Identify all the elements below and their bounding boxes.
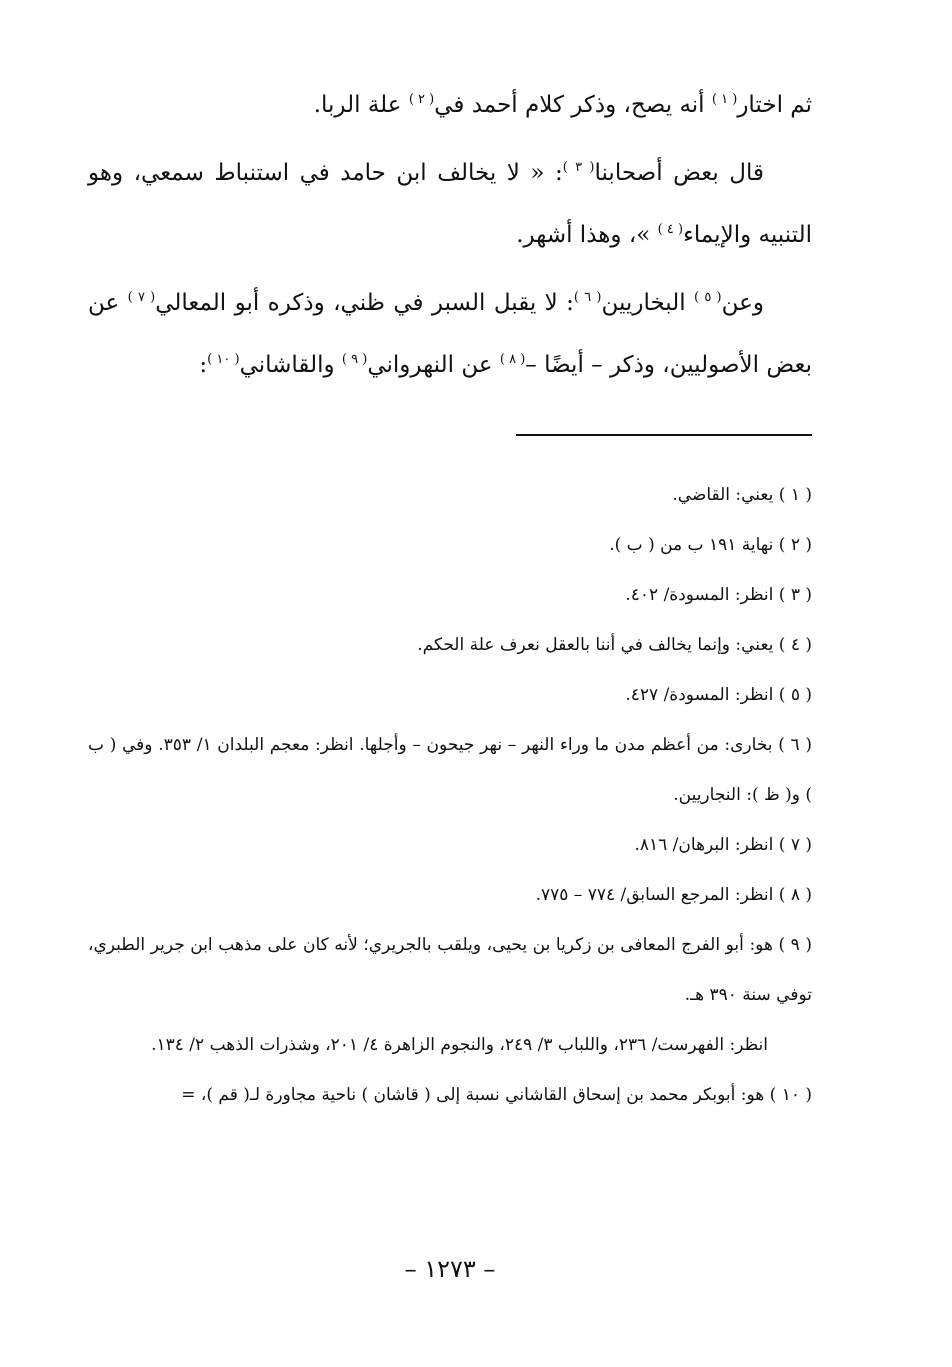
text-run: : « لا يخالف ابن حامد في استنباط سمعي، وهو التنبيه والإيماء — [88, 160, 812, 248]
footnote-10: ( ١٠ ) هو: أبوبكر محمد بن إسحاق القاشاني نسبة إلى ( قاشان ) ناحية مجاورة لـ( قم )، = — [181, 1085, 812, 1105]
text-run: : — [199, 352, 208, 378]
footnote-ref[interactable]: ( ٢ ) — [408, 92, 435, 107]
footnote-8: ( ٨ ) انظر: المرجع السابق/ ٧٧٤ – ٧٧٥. — [535, 885, 812, 905]
footnote-1: ( ١ ) يعني: القاضي. — [672, 485, 812, 505]
text-run: البخاريين — [601, 290, 695, 316]
text-run: عن النهرواني — [367, 352, 500, 378]
footnote-5: ( ٥ ) انظر: المسودة/ ٤٢٧. — [625, 685, 812, 705]
text-run: عن بعض الأصوليين، وذكر – أيضًا – — [88, 290, 812, 378]
footnote-ref[interactable]: ( ٣ ) — [562, 160, 595, 175]
footnote-ref[interactable]: ( ٧ ) — [127, 290, 156, 305]
main-text — [88, 74, 812, 402]
paragraph-1 — [88, 74, 812, 136]
text-run: ثم اختار — [737, 92, 812, 118]
footnote-ref[interactable]: ( ٩ ) — [341, 352, 368, 367]
paragraph-2 — [88, 142, 812, 266]
book-page — [88, 0, 812, 1367]
paragraph-3 — [88, 272, 812, 396]
footnote-ref[interactable]: ( ١٠ ) — [207, 352, 240, 367]
footnote-ref[interactable]: ( ٥ ) — [694, 290, 722, 305]
footnote-2: ( ٢ ) نهاية ١٩١ ب من ( ب ). — [609, 535, 812, 555]
text-run: : لا يقبل السبر في ظني، وذكره أبو المعالي — [155, 290, 574, 316]
footnote-9: ( ٩ ) هو: أبو الفرج المعافى بن زكريا بن يحيى، ويلقب بالجريري؛ لأنه كان على مذهب ابن جرير الطبري، توفي سنة ٣٩٠ هـ. — [88, 935, 813, 1005]
footnote-ref[interactable]: ( ٦ ) — [573, 290, 602, 305]
footnote-ref[interactable]: ( ٨ ) — [499, 352, 526, 367]
footnote-9-sources: انظر: الفهرست/ ٢٣٦، واللباب ٣/ ٢٤٩، والنجوم الزاهرة ٤/ ٢٠١، وشذرات الذهب ٢/ ١٣٤. — [151, 1035, 768, 1055]
footnote-3: ( ٣ ) انظر: المسودة/ ٤٠٢. — [625, 585, 812, 605]
footnotes — [88, 470, 812, 1120]
text-run: علة الربا. — [313, 92, 409, 118]
page-number: – ١٢٧٣ – — [404, 1255, 496, 1283]
footnote-ref[interactable]: ( ٤ ) — [657, 222, 684, 237]
text-run: قال بعض أصحابنا — [594, 160, 764, 186]
footnote-ref[interactable]: ( ١ ) — [711, 92, 738, 107]
footnote-6: ( ٦ ) بخارى: من أعظم مدن ما وراء النهر – نهر جيحون – وأجلها. انظر: معجم البلدان ١/ ٣٥٣. وفي ( ب ) و( ظ ): النجاريين. — [88, 735, 812, 805]
text-run: والقاشاني — [239, 352, 342, 378]
text-run: وعن — [721, 290, 764, 316]
text-run: »، وهذا أشهر. — [516, 222, 658, 248]
footnote-4: ( ٤ ) يعني: وإنما يخالف في أننا بالعقل نعرف علة الحكم. — [417, 635, 812, 655]
footnote-7: ( ٧ ) انظر: البرهان/ ٨١٦. — [634, 835, 812, 855]
footnote-separator — [516, 434, 812, 436]
text-run: أنه يصح، وذكر كلام أحمد في — [434, 92, 712, 118]
